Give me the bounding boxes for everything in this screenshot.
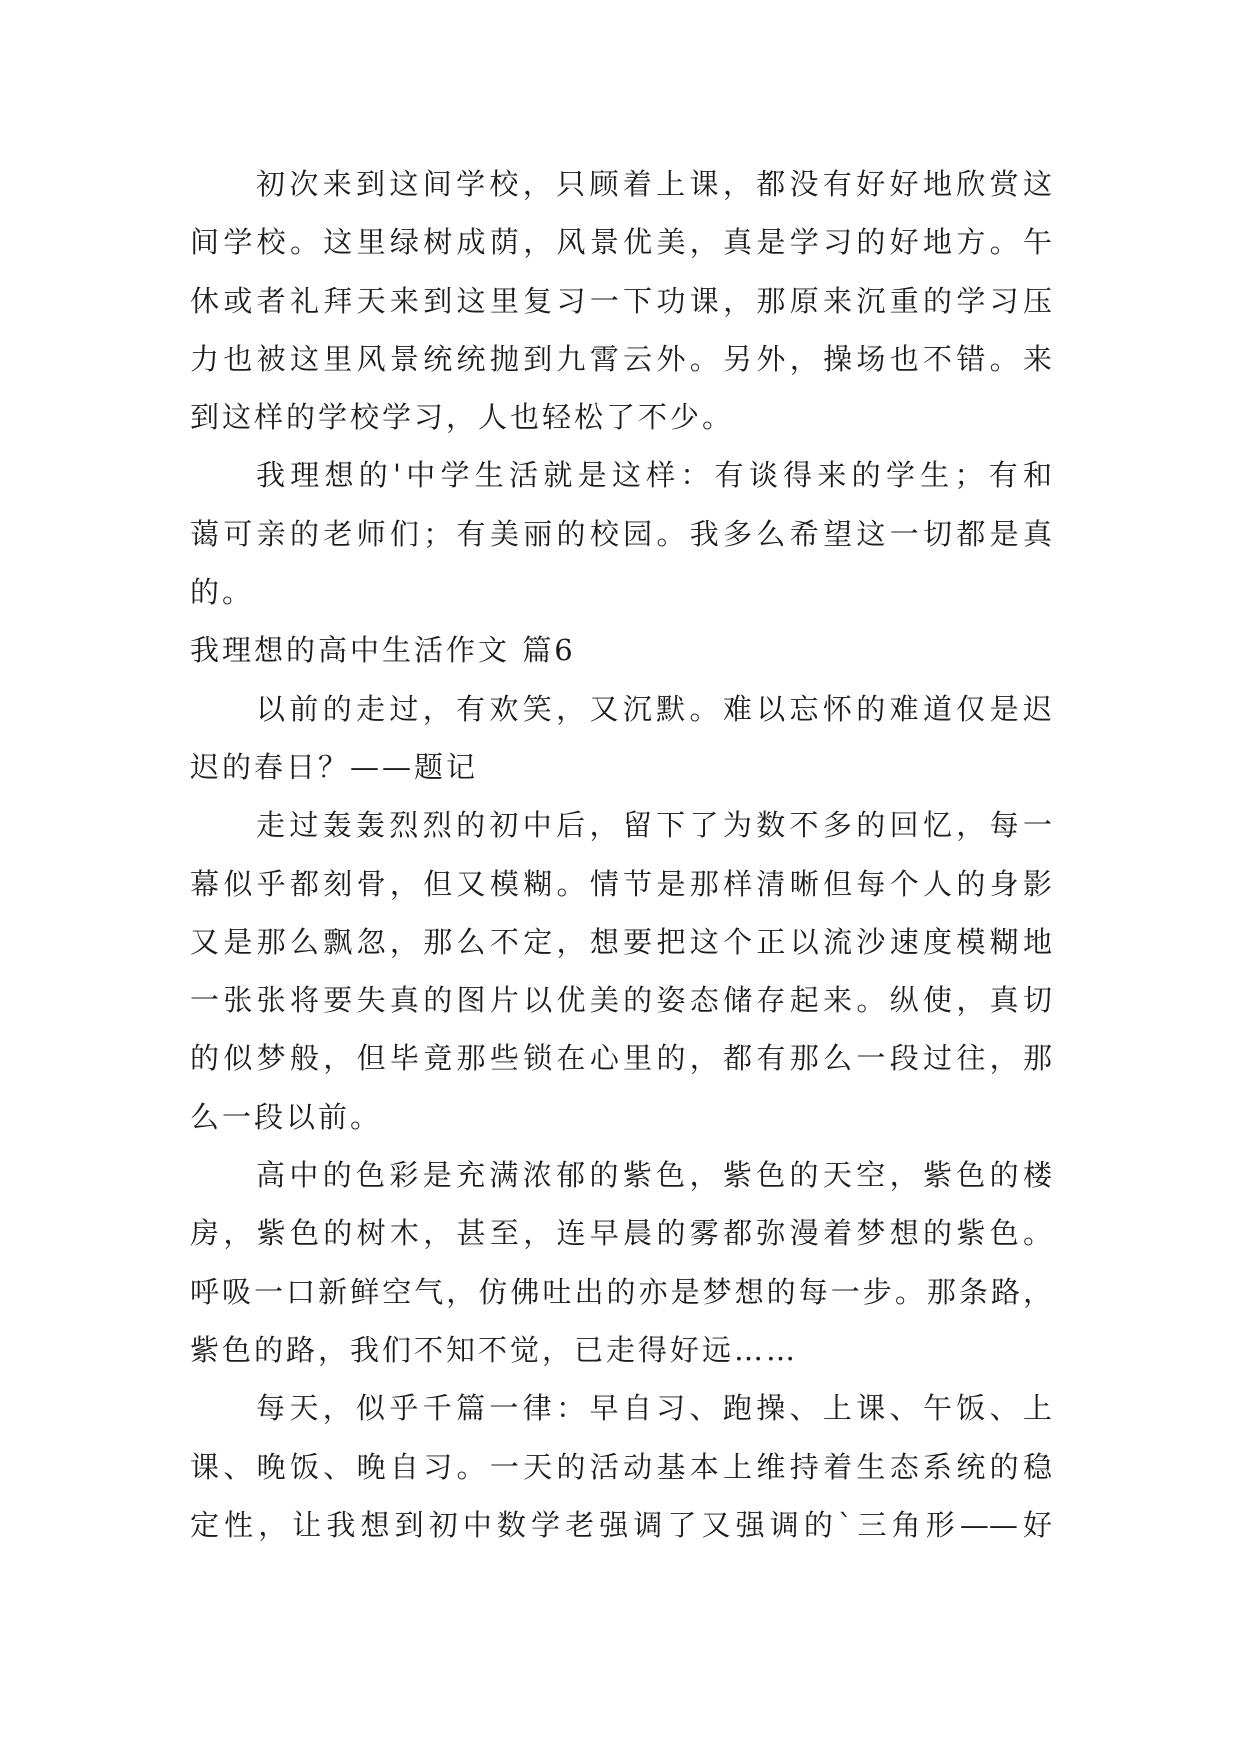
paragraph (190, 155, 1052, 446)
text-line: 幕似乎都刻骨，但又模糊。情节是那样清晰但每个人的身影 (190, 866, 1052, 901)
paragraph (190, 796, 1052, 1146)
text-line: 蔼可亲的老师们；有美丽的校园。我多么希望这一切都是真 (190, 516, 1052, 551)
text-line: 初次来到这间学校，只顾着上课，都没有好好地欣赏这 (256, 167, 1052, 201)
section-heading: 我理想的高中生活作文 篇6 (190, 633, 576, 668)
text-line: 的。 (190, 575, 255, 610)
text-line: 高中的色彩是充满浓郁的紫色，紫色的天空，紫色的楼 (256, 1158, 1052, 1193)
document-body (190, 155, 1052, 1554)
text-line: 定性，让我想到初中数学老强调了又强调的`三角形——好 (190, 1507, 1052, 1542)
text-line: 一张张将要失真的图片以优美的姿态储存起来。纵使，真切 (190, 983, 1052, 1018)
text-line: 走过轰轰烈烈的初中后，留下了为数不多的回忆，每一 (256, 808, 1052, 843)
text-line: 力也被这里风景统统抛到九霄云外。另外，操场也不错。来 (190, 341, 1052, 376)
text-line: 的似梦般，但毕竟那些锁在心里的，都有那么一段过往，那 (190, 1041, 1052, 1076)
text-line: 以前的走过，有欢笑，又沉默。难以忘怀的难道仅是迟 (256, 691, 1052, 726)
text-line: 间学校。这里绿树成荫，风景优美，真是学习的好地方。午 (190, 225, 1052, 260)
text-line: 又是那么飘忽，那么不定，想要把这个正以流沙速度模糊地 (190, 924, 1052, 959)
paragraph (190, 1146, 1052, 1379)
text-line: 呼吸一口新鲜空气，仿佛吐出的亦是梦想的每一步。那条路， (190, 1274, 1052, 1309)
text-line: 么一段以前。 (190, 1099, 383, 1134)
paragraph (190, 1379, 1052, 1554)
text-line: 我理想的'中学生活就是这样：有谈得来的学生；有和 (256, 458, 1052, 493)
text-line: 房，紫色的树木，甚至，连早晨的雾都弥漫着梦想的紫色。 (190, 1216, 1052, 1251)
text-line: 休或者礼拜天来到这里复习一下功课，那原来沉重的学习压 (190, 283, 1052, 318)
text-line: 每天，似乎千篇一律：早自习、跑操、上课、午饭、上 (256, 1391, 1052, 1426)
text-line: 课、晚饭、晚自习。一天的活动基本上维持着生态系统的稳 (190, 1449, 1052, 1484)
paragraph (190, 680, 1052, 797)
text-line: 到这样的学校学习，人也轻松了不少。 (190, 400, 735, 435)
text-line: 紫色的路，我们不知不觉，已走得好远…… (190, 1332, 799, 1367)
paragraph (190, 446, 1052, 621)
text-line: 迟的春日？——题记 (190, 749, 479, 784)
